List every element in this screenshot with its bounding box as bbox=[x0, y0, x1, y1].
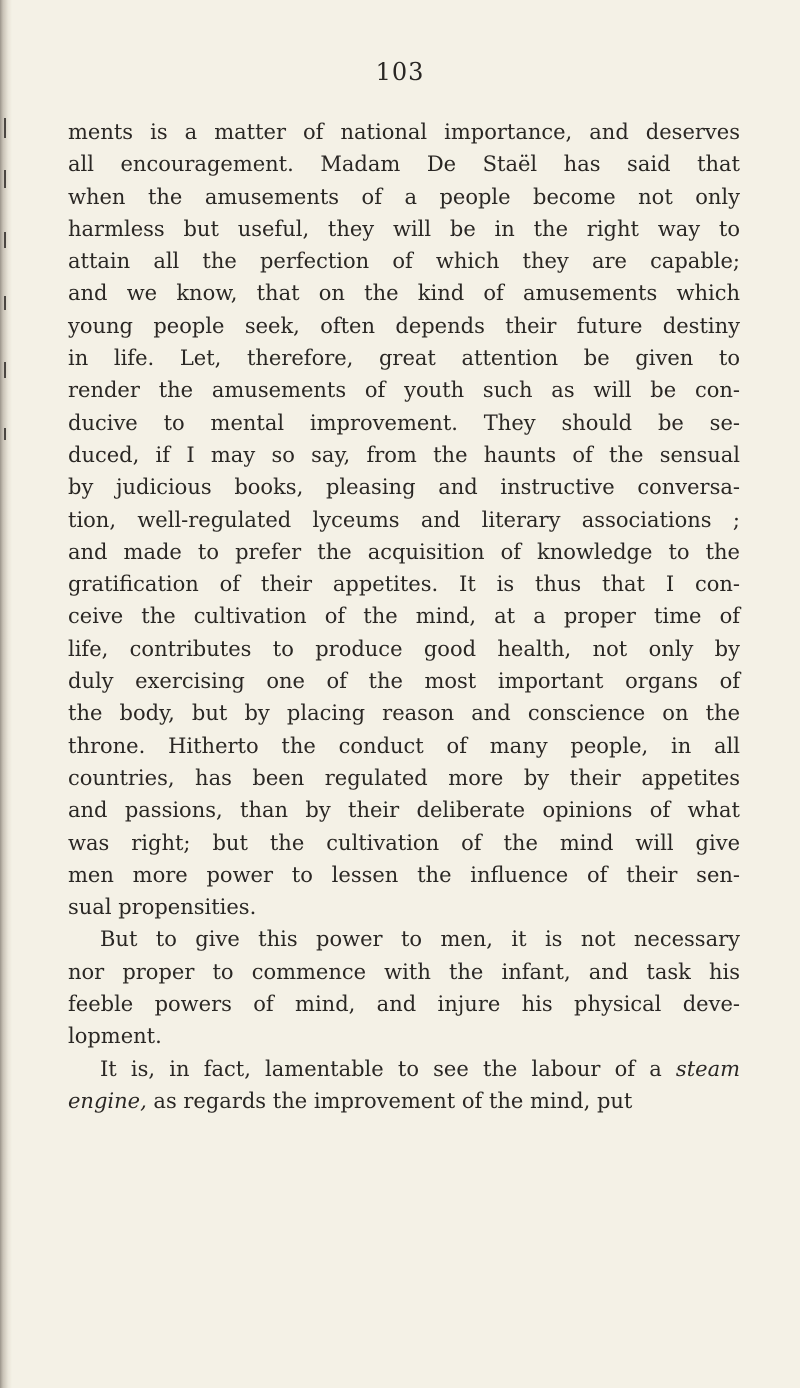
text-line: and made to prefer the acquisition of knowledge to the bbox=[68, 539, 740, 564]
text-line: by judicious books, pleasing and instructive conversa- bbox=[68, 475, 740, 500]
text-line: harmless but useful, they will be in the right way to bbox=[68, 216, 740, 241]
text-line: when the amusements of a people become not only bbox=[68, 184, 740, 209]
text-line: sual propensities. bbox=[68, 895, 257, 920]
page-number: 103 bbox=[375, 58, 425, 86]
text-line bbox=[68, 1085, 740, 1117]
text-line: duced, if I may so say, from the haunts of the sensual bbox=[68, 442, 740, 467]
text-line: attain all the perfection of which they are capable; bbox=[68, 249, 740, 274]
text-line: and passions, than by their deliberate opinions of what bbox=[68, 798, 740, 823]
gutter-mark bbox=[4, 170, 6, 188]
gutter-mark bbox=[4, 232, 6, 248]
gutter-mark bbox=[4, 296, 6, 310]
paragraph-start-line bbox=[68, 1053, 740, 1085]
gutter-mark bbox=[4, 428, 6, 440]
text-line: lopment. bbox=[68, 1024, 162, 1049]
text-line: nor proper to commence with the infant, and task his bbox=[68, 959, 740, 984]
text-line: throne. Hitherto the conduct of many people, in all bbox=[68, 733, 740, 758]
binding-gutter bbox=[0, 0, 12, 1388]
text-line: tion, well-regulated lyceums and literary associations ; bbox=[68, 507, 740, 532]
text-line: all encouragement. Madam De Staël has said that bbox=[68, 152, 740, 177]
text-line: the body, but by placing reason and conscience on the bbox=[68, 701, 740, 726]
text-line: and we know, that on the kind of amusements which bbox=[68, 281, 740, 306]
text-line: men more power to lessen the influence of their sen- bbox=[68, 862, 740, 887]
text-line: duly exercising one of the most important organs of bbox=[68, 669, 740, 694]
text-line: was right; but the cultivation of the mind will give bbox=[68, 830, 740, 855]
text-line: in life. Let, therefore, great attention be given to bbox=[68, 346, 740, 371]
text-line: life, contributes to produce good health, not only by bbox=[68, 636, 740, 661]
text-line: ceive the cultivation of the mind, at a proper time of bbox=[68, 604, 740, 629]
italic-word: engine, bbox=[68, 1088, 147, 1113]
gutter-mark bbox=[4, 362, 6, 378]
text-line: ducive to mental improvement. They should be se- bbox=[68, 410, 740, 435]
text-line: gratification of their appetites. It is thus that I con- bbox=[68, 572, 740, 597]
gutter-mark bbox=[4, 118, 6, 138]
italic-word: steam bbox=[675, 1056, 740, 1081]
text-line: feeble powers of mind, and injure his physical deve- bbox=[68, 992, 740, 1017]
text-run: as regards the improvement of the mind, put bbox=[146, 1088, 633, 1113]
text-line: ments is a matter of national importance, and deserves bbox=[68, 120, 740, 144]
text-line: young people seek, often depends their future destiny bbox=[68, 313, 740, 338]
body-text bbox=[68, 116, 740, 1117]
text-run: It is, in fact, lamentable to see the labour of a bbox=[100, 1056, 662, 1081]
text-line: render the amusements of youth such as will be con- bbox=[68, 378, 740, 403]
text-line: countries, has been regulated more by their appetites bbox=[68, 765, 740, 790]
paragraph-start-line: But to give this power to men, it is not necessary bbox=[100, 927, 740, 952]
